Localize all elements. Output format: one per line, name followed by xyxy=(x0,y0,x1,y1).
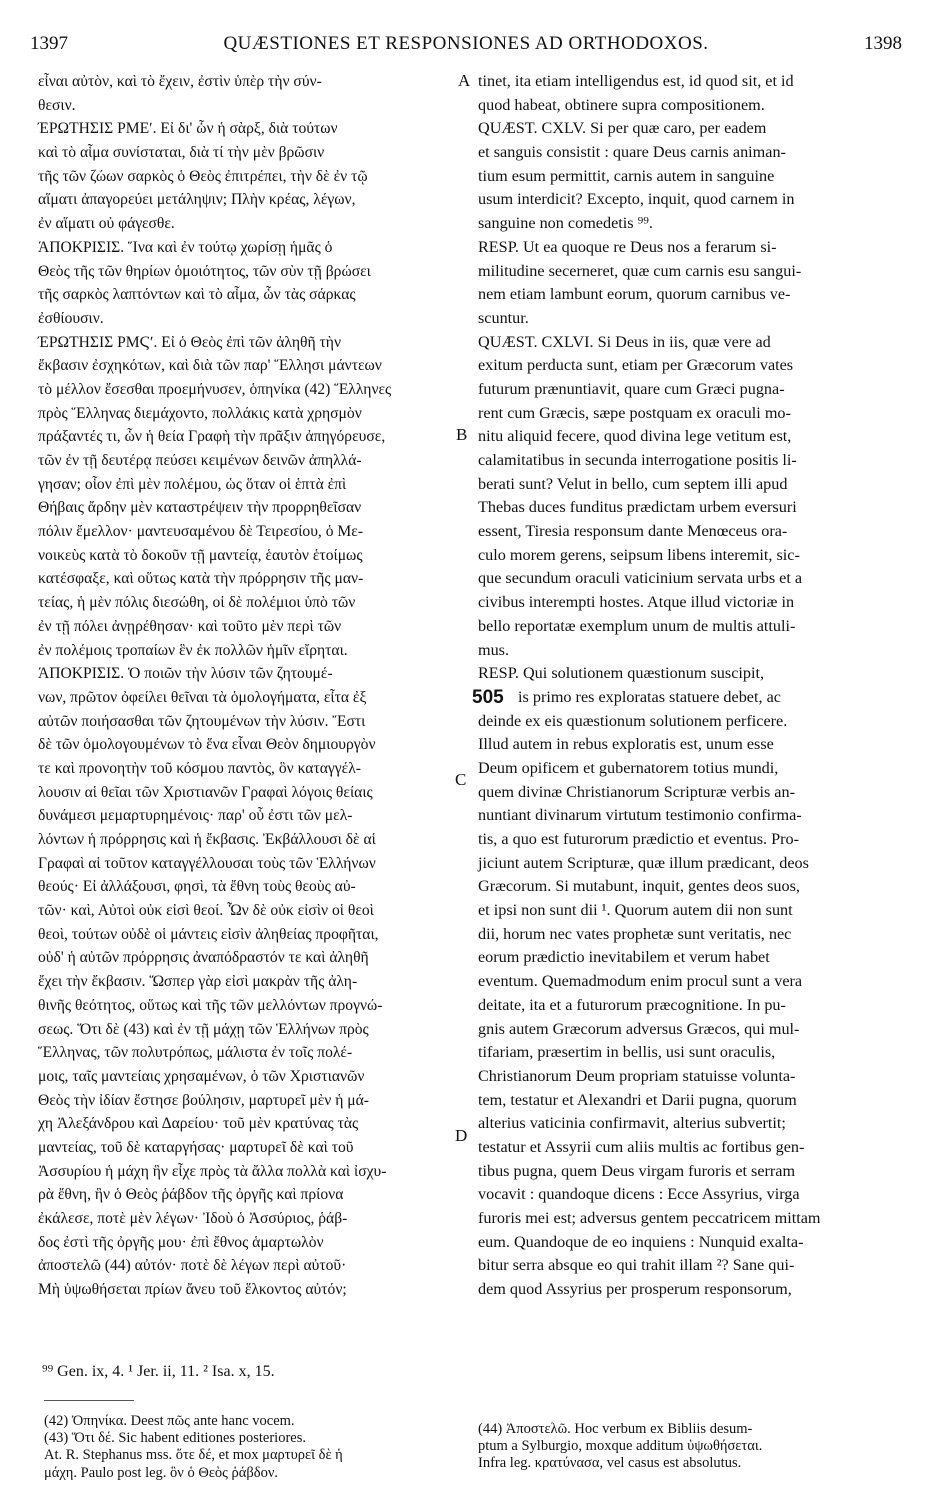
text-line: τείας, ἡ μὲν πόλις διεσώθη, οἱ δὲ πολέμιοι ὑπὸ τῶν xyxy=(38,594,356,612)
text-line: πράξαντές τι, ὧν ἡ θεία Γραφὴ τὴν πρᾶξιν ἀπηγόρευσε, xyxy=(38,428,386,446)
text-line: Ἕλληνας, τῶν πολυτρόπως, μάλιστα ἐν τοῖς πολέ- xyxy=(38,1044,353,1062)
text-line: θινῆς θεότητος, οὕτως καὶ τῆς τῶν μελλόντων προγνώ- xyxy=(38,996,383,1014)
text-line: ἐσθίουσιν. xyxy=(38,309,104,327)
text-line: mus. xyxy=(478,640,510,659)
text-line: tibus pugna, quem Deus virgam furoris et serram xyxy=(478,1161,796,1180)
text-line: πόλιν ἔμελλον· μαντευσαμένου δὲ Τειρεσίου, ὁ Με- xyxy=(38,523,364,541)
text-line: καὶ τὸ αἷμα συνίσταται, διὰ τί τὴν μὲν βρῶσιν xyxy=(38,144,325,162)
text-line: τῆς τῶν ζώων σαρκὸς ὁ Θεὸς ἐπιτρέπει, τὴν δὲ ἐν τῷ xyxy=(38,167,368,185)
text-line: λουσιν αἱ θεῖαι τῶν Χριστιανῶν Γραφαὶ λόγοις θείαις xyxy=(38,783,373,801)
text-line: essent, Tiresia responsum dante Menœceus ora- xyxy=(478,522,788,541)
text-line: τῆς σαρκὸς λαπτόντων καὶ τὸ αἷμα, ὧν τὰς σάρκας xyxy=(38,286,356,304)
text-line: calamitatibus in secunda interrogatione positis li- xyxy=(478,451,797,469)
text-line: ἀποστελῶ (44) αὐτόν· ποτὲ δὲ λέγων περὶ αὐτοῦ· xyxy=(38,1257,347,1275)
text-line: eum. Quandoque de eo inquiens : Nunquid exalta- xyxy=(478,1232,804,1251)
text-line: κατέσφαξε, καὶ οὕτως κατὰ τὴν πρόρρησιν τῆς μαν- xyxy=(38,570,364,588)
text-line: νων, πρῶτον ὀφείλει θεῖναι τὰ ὁμολογήματα, εἶτα ἐξ xyxy=(38,688,367,706)
text-line: dii, horum nec vates prophetæ sunt veritatis, nec xyxy=(478,924,792,943)
text-line: τὸ μέλλον ἔσεσθαι προεμήνυσεν, ὁπηνίκα (42) Ἕλληνες xyxy=(38,380,392,398)
footnote-line: ptum a Sylburgio, moxque additum ὑψωθήσεται. xyxy=(478,1438,763,1455)
text-line: δος ἐστὶ τῆς ὀργῆς μου· ἐπὶ ἔθνος ἁμαρτωλὸν xyxy=(38,1233,324,1251)
text-line: nem etiam lambunt eorum, quorum carnibus ve- xyxy=(478,285,791,304)
text-line: usum interdicit? Excepto, inquit, quod carnem in xyxy=(478,190,795,209)
text-line: tifariam, præsertim in bellis, usi sunt oraculis, xyxy=(478,1043,776,1062)
text-line: Θεὸς τῆς τῶν θηρίων ὁμοιότητος, τῶν σὺν τῇ βρώσει xyxy=(38,262,371,280)
text-line: bello reportatæ exemplum unum de multis attuli- xyxy=(478,616,796,635)
text-line: τε καὶ προνοητὴν τοῦ κόσμου παντὸς, ὃν καταγγέλ- xyxy=(38,759,361,777)
scripture-references: ⁹⁹ Gen. ix, 4. ¹ Jer. ii, 11. ² Isa. x, 15. xyxy=(42,1363,275,1380)
text-line: tium esum permittit, carnis autem in sanguine xyxy=(478,166,775,185)
running-header xyxy=(30,33,902,57)
footnote-line: (43) Ὅτι δέ. Sic habent editiones posteriores. xyxy=(44,1430,306,1447)
text-line: λόντων ἡ πρόρρησις καὶ ἡ ἔκβασις. Ἐκβάλλουσι δὲ αἱ xyxy=(38,831,376,848)
latin-column xyxy=(472,70,896,1302)
text-line: vocavit : quandoque dicens : Ecce Assyrius, virga xyxy=(478,1185,800,1204)
text-line: θεοὶ, τούτων οὐδὲ οἱ μάντεις εἰσὶν ἀληθείας προφῆται, xyxy=(38,925,379,943)
text-line: deinde ex eis quæstionum solutionem perficere. xyxy=(478,711,788,730)
text-line: eorum prædictio inevitabilem et verum habet xyxy=(478,948,770,967)
text-line: quem divinæ Christianorum Scripturæ verbis an- xyxy=(478,782,795,801)
text-line: Deum opificem et gubernatorem totius mundi, xyxy=(478,758,779,777)
text-line: αἵματι ἀπαγορεύει μετάληψιν; Πλὴν κρέας, λέγων, xyxy=(38,191,356,209)
text-line: Græcorum. Si mutabunt, inquit, gentes deos suos, xyxy=(478,877,800,896)
text-line: dem quod Assyrius per prosperum responsorum, xyxy=(478,1280,792,1299)
footnote-line: (42) Ὀπηνίκα. Deest πῶς ante hanc vocem. xyxy=(44,1413,295,1429)
text-line: θεούς· Εἰ ἀλλάξουσι, φησὶ, τὰ ἔθνη τοὺς θεοὺς αὐ- xyxy=(38,878,356,896)
text-line: culo morem gerens, seipsum libens interemit, sic- xyxy=(478,545,800,564)
text-line: αὐτῶν ποιήσασθαι τῶν ζητουμένων τὴν λύσιν. Ἔστι xyxy=(38,712,366,730)
text-line: οὐδ' ἡ αὐτῶν πρόρρησις ἀναπόδραστόν τε καὶ ἀληθῆ xyxy=(38,949,369,967)
text-line: nitu aliquid fecere, quod divina lege vetitum est, xyxy=(478,427,792,446)
text-line: QUÆST. CXLVI. Si Deus in iis, quæ vere ad xyxy=(478,332,771,351)
text-line: nuntiant divinarum virtutum testimonio confirma- xyxy=(478,806,802,825)
text-line: γησαν; οἷον ἐπὶ μὲν πολέμου, ὡς ὅταν οἱ ἑπτὰ ἐπὶ xyxy=(38,475,347,493)
page-number-right: 1398 xyxy=(864,33,902,54)
text-line: QUÆST. CXLV. Si per quæ caro, per eadem xyxy=(478,119,767,138)
margin-letter-a: A xyxy=(458,71,471,90)
text-line: RESP. Qui solutionem quæstionum suscipit, xyxy=(478,664,765,683)
running-title: QUÆSTIONES ET RESPONSIONES AD ORTHODOXOS. xyxy=(223,33,709,54)
text-line: ΈΡΩΤΗΣΙΣ ΡΜϚʹ. Εἰ ὁ Θεὸς ἐπὶ τῶν ἀληθῆ τὴν xyxy=(38,333,341,351)
text-line: RESP. Ut ea quoque re Deus nos a ferarum si- xyxy=(478,237,777,256)
footnote-line: Infra leg. κρατύνασα, vel casus est absolutus. xyxy=(478,1455,742,1472)
margin-letter-c: C xyxy=(455,770,467,789)
text-line: que secundum oraculi vaticinium servata urbs et a xyxy=(478,569,803,588)
footnote-line: At. R. Stephanus mss. ὅτε δέ, et mox μαρτυρεῖ δὲ ἡ xyxy=(44,1447,343,1464)
text-line: is primo res exploratas statuere debet, ac 505 xyxy=(472,686,781,708)
text-line: eventum. Quemadmodum enim procul sunt a vera xyxy=(478,972,803,991)
margin-letter-b: B xyxy=(456,425,468,444)
text-line: militudine secerneret, quæ cum carnis esu sangui- xyxy=(478,261,802,280)
text-line: Θήβαις ἄρδην μὲν καταστρέψειν τὴν προρρηθεῖσαν xyxy=(38,499,362,517)
text-line: τῶν· καὶ, Αὐτοὶ οὐκ εἰσὶ θεοί. Ὧν δὲ οὐκ εἰσὶν οἱ θεοὶ xyxy=(38,902,374,920)
text-line: ἔχει τὴν ἔκβασιν. Ὥσπερ γὰρ εἰσὶ μακρὰν τῆς ἀλη- xyxy=(38,973,358,991)
text-line: futurum prænuntiavit, quare cum Græci pugna- xyxy=(478,379,785,398)
text-line: jiciunt autem Scripturæ, quæ illum prædicant, deos xyxy=(478,853,809,872)
text-line: scuntur. xyxy=(478,308,529,327)
greek-column xyxy=(38,70,452,1302)
footnote-line: (44) Ἀποστελῶ. Hoc verbum ex Bibliis desum- xyxy=(478,1421,753,1437)
text-line: et sanguis consistit : quare Deus carnis animan- xyxy=(478,143,786,162)
text-line: Γραφαὶ αἱ τοῦτον καταγγέλλουσαι τοὺς τῶν Ἑλλήνων xyxy=(38,854,376,872)
text-line: civibus interempti hostes. Atque illud victoriæ in xyxy=(478,593,795,612)
text-line: μοις, ταῖς μαντείαις χρησαμένων, ὁ τῶν Χριστιανῶν xyxy=(38,1067,365,1085)
text-line: tis, a quo est futurorum prædictio et eventus. Pro- xyxy=(478,830,799,848)
text-line: ἐν αἵματι οὐ φάγεσθε. xyxy=(38,215,175,233)
text-line: Θεὸς τὴν ἰδίαν ἔστησε βούλησιν, μαρτυρεῖ μὲν ἡ μά- xyxy=(38,1091,369,1109)
text-line: εἶναι αὐτὸν, καὶ τὸ ἔχειν, ἐστὶν ὑπὲρ τὴν σύν- xyxy=(38,73,322,90)
text-line: Christianorum Deum propriam statuisse volunta- xyxy=(478,1066,796,1085)
text-line: ρὰ ἔθνη, ἣν ὁ Θεὸς ῥάβδον τῆς ὀργῆς καὶ πρίονα xyxy=(38,1186,344,1204)
text-line: Μὴ ὑψωθήσεται πρίων ἄνευ τοῦ ἕλκοντος αὐτόν; xyxy=(38,1281,347,1299)
footnotes-left xyxy=(44,1413,454,1482)
text-line: νοικεὺς κατὰ τὸ δοκοῦν τῇ μαντείᾳ, ἑαυτὸν ἑτοίμως xyxy=(38,546,363,564)
text-line: σεως. Ὅτι δὲ (43) καὶ ἐν τῇ μάχῃ τῶν Ἑλλήνων πρὸς xyxy=(38,1020,369,1038)
text-line: θεσιν. xyxy=(38,96,76,114)
text-line: ΈΡΩΤΗΣΙΣ ΡΜΕʹ. Εἰ δι' ὧν ἡ σὰρξ, διὰ τούτων xyxy=(38,120,338,138)
text-line: tem, testatur et Alexandri et Darii pugna, quorum xyxy=(478,1090,797,1109)
text-line: δὲ τῶν ὁμολογουμένων τὸ ἕνα εἶναι Θεὸν δημιουργὸν xyxy=(38,736,376,754)
text-line: gnis autem Græcorum adversus Græcos, qui mul- xyxy=(478,1019,800,1038)
text-line: ἔκβασιν ἐσχηκότων, καὶ διὰ τῶν παρ' Ἕλλησι μάντεων xyxy=(38,357,382,375)
column-number: 505 xyxy=(472,686,504,708)
margin-letter-d: D xyxy=(455,1126,468,1145)
text-line: tinet, ita etiam intelligendus est, id quod sit, et id xyxy=(478,72,794,90)
text-line: τῶν ἐν τῇ δευτέρᾳ πεύσει κειμένων δεινῶν ἀπηλλά- xyxy=(38,452,362,469)
text-line: furoris mei est; adversus gentem peccatricem mittam xyxy=(478,1209,821,1227)
text-line: Illud autem in rebus exploratis est, unum esse xyxy=(478,735,774,754)
text-line: rent cum Græcis, sæpe postquam ex oraculi mo- xyxy=(478,403,791,422)
text-line: alterius vaticinia confirmavit, alterius subvertit; xyxy=(478,1114,786,1133)
footnote-rule xyxy=(44,1400,134,1401)
footnote-line: μάχη. Paulo post leg. ὃν ὁ Θεὸς ῥάβδον. xyxy=(44,1464,279,1481)
text-line: ἐκάλεσε, ποτὲ μὲν λέγων· Ἰδοὺ ὁ Ἀσσύριος, ῥάβ- xyxy=(38,1210,348,1227)
text-line: πρὸς Ἕλληνας διεμάχοντο, πολλάκις κατὰ χρησμὸν xyxy=(38,404,362,422)
text-line: quod habeat, obtinere supra compositionem. xyxy=(478,95,765,114)
text-line: deitate, ita et a futurorum præcognitione. In pu- xyxy=(478,995,786,1014)
text-line: χη Ἀλεξάνδρου καὶ Δαρείου· τοῦ μὲν κρατύνας τὰς xyxy=(38,1115,359,1133)
text-line: ἐν πολέμοις τροπαίων ἓν ἐκ πολλῶν ἡμῖν εἴρηται. xyxy=(38,641,348,659)
text-line: bitur serra absque eo qui trahit illam ²? Sane qui- xyxy=(478,1256,795,1275)
text-line: Ἀσσυρίου ἡ μάχη ἣν εἶχε πρὸς τὰ ἄλλα πολλὰ καὶ ἰσχυ- xyxy=(38,1162,387,1180)
text-line: δυνάμεσι μεμαρτυρημένοις· παρ' οὗ ἐστι τῶν μελ- xyxy=(38,807,353,825)
text-line: testatur et Assyrii cum aliis multis ac fortibus gen- xyxy=(478,1137,805,1156)
text-line: berati sunt? Velut in bello, cum septem illi apud xyxy=(478,474,788,493)
page-number-left: 1397 xyxy=(30,33,68,54)
text-line: Thebas duces funditus prædictam urbem eversuri xyxy=(478,498,797,517)
text-line: sanguine non comedetis ⁹⁹. xyxy=(478,214,653,233)
text-line: ΆΠΟΚΡΙΣΙΣ. Ἵνα καὶ ἐν τούτῳ χωρίσῃ ἡμᾶς ὁ xyxy=(38,238,333,256)
text-line: μαντείας, τοῦ δὲ καταργήσας· μαρτυρεῖ δὲ καὶ τοῦ xyxy=(38,1138,354,1156)
footnotes-right xyxy=(478,1421,898,1473)
text-line: et ipsi non sunt dii ¹. Quorum autem dii non sunt xyxy=(478,901,793,920)
text-line: exitum perducta sunt, etiam per Græcorum vates xyxy=(478,356,794,375)
text-line: ΆΠΟΚΡΙΣΙΣ. Ὁ ποιῶν τὴν λύσιν τῶν ζητουμέ- xyxy=(38,665,333,683)
text-line: ἐν τῇ πόλει ἀνῃρέθησαν· καὶ τοῦτο μὲν περὶ τῶν xyxy=(38,617,342,635)
